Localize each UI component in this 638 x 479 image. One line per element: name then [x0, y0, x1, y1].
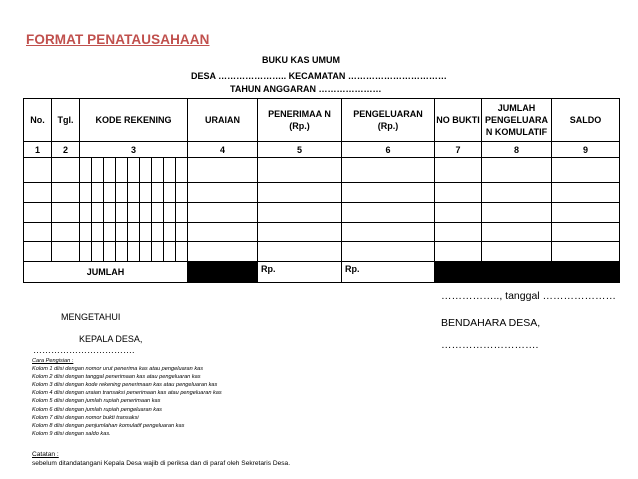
- table-cell: [481, 182, 552, 203]
- table-cell: [481, 241, 552, 262]
- page-title: FORMAT PENATAUSAHAAN: [26, 32, 210, 47]
- table-cell: [51, 182, 80, 203]
- col-number-jumlah-pengeluaran-komulatif: 8: [481, 141, 552, 158]
- col-header-kode-rekening: KODE REKENING: [79, 98, 188, 142]
- table-cell: [434, 182, 482, 203]
- table-cell: [187, 202, 258, 223]
- table-cell: [257, 241, 342, 262]
- col-header-no: No.: [23, 98, 52, 142]
- table-cell: [551, 222, 620, 242]
- cash-book-table: [23, 98, 619, 282]
- book-title: BUKU KAS UMUM: [262, 55, 340, 65]
- table-cell: [23, 157, 52, 183]
- total-blocked-cell: [187, 261, 258, 283]
- table-cell: [257, 157, 342, 183]
- instruction-item: Kolom 8 diisi dengan penjumlahan komulatif pengeluaran kas: [32, 422, 185, 429]
- table-cell: [434, 241, 482, 262]
- table-cell: [341, 202, 435, 223]
- instruction-item: Kolom 3 diisi dengan kode rekening penerimaan kas atau pengeluaran kas: [32, 382, 218, 389]
- col-number-penerimaan: 5: [257, 141, 342, 158]
- table-cell: [23, 202, 52, 223]
- table-cell: [551, 182, 620, 203]
- table-cell: [551, 157, 620, 183]
- bendahara-label: BENDAHARA DESA,: [441, 317, 541, 329]
- table-cell: [257, 222, 342, 242]
- instruction-item: Kolom 7 diisi dengan nomor bukti transaksi: [32, 414, 139, 421]
- instructions-title: Cara Pengisian :: [32, 358, 74, 364]
- col-number-no: 1: [23, 141, 52, 158]
- col-number-saldo: 9: [551, 141, 620, 158]
- table-cell: [341, 241, 435, 262]
- table-cell: [257, 182, 342, 203]
- instruction-item: Kolom 9 diisi dengan saldo kas.: [32, 430, 111, 437]
- instruction-item: Kolom 5 diisi dengan jumlah rupiah penerimaan kas: [32, 398, 161, 405]
- kepala-desa-label: KEPALA DESA,: [79, 334, 143, 344]
- col-number-no-bukti: 7: [434, 141, 482, 158]
- total-blocked-cell: [434, 261, 482, 283]
- catatan-text: sebelum ditandatangani Kepala Desa wajib di periksa dan di paraf oleh Sekretaris Desa.: [32, 460, 291, 467]
- table-cell: [51, 222, 80, 242]
- instruction-item: Kolom 6 diisi dengan jumlah rupiah pengeluaran kas: [32, 406, 162, 413]
- instruction-item: Kolom 4 diisi dengan uraian transaksi penerimaan kas atau pengeluaran kas: [32, 390, 222, 397]
- table-cell: [187, 182, 258, 203]
- table-cell: [51, 157, 80, 183]
- total-penerimaan: Rp.: [257, 261, 342, 283]
- place-date-line: …………….., tanggal …………………: [441, 290, 617, 302]
- col-header-uraian: URAIAN: [187, 98, 258, 142]
- table-cell: [481, 222, 552, 242]
- table-cell: [23, 241, 52, 262]
- table-cell: [434, 222, 482, 242]
- table-cell: [481, 202, 552, 223]
- table-cell: [23, 182, 52, 203]
- col-number-pengeluaran: 6: [341, 141, 435, 158]
- table-cell: [341, 222, 435, 242]
- mengetahui-label: MENGETAHUI: [61, 312, 121, 322]
- col-header-penerimaan: PENERIMAA N (Rp.): [257, 98, 342, 142]
- table-cell: [551, 241, 620, 262]
- table-cell: [257, 202, 342, 223]
- filling-instructions: [32, 357, 222, 438]
- table-cell: [23, 222, 52, 242]
- total-blocked-cell: [481, 261, 552, 283]
- instruction-item: Kolom 1 diisi dengan nomor urut penerima kas atau pengeluaran kas: [32, 366, 204, 373]
- total-label: JUMLAH: [23, 261, 188, 283]
- col-header-pengeluaran: PENGELUARAN (Rp.): [341, 98, 435, 142]
- instruction-item: Kolom 2 diisi dengan tanggal penerimaan kas atau pengeluaran kas: [32, 374, 201, 381]
- col-header-jumlah-pengeluaran-komulatif: JUMLAH PENGELUARA N KOMULATIF: [481, 98, 552, 142]
- table-cell: [341, 157, 435, 183]
- tahun-anggaran-line: TAHUN ANGGARAN …………………: [230, 84, 382, 94]
- table-cell: [187, 241, 258, 262]
- table-cell: [341, 182, 435, 203]
- table-cell: [551, 202, 620, 223]
- total-blocked-cell: [551, 261, 620, 283]
- catatan-title: Catatan :: [32, 451, 59, 458]
- table-cell: [434, 157, 482, 183]
- kepala-desa-signature-line: …………………………….: [33, 345, 135, 355]
- table-cell: [51, 202, 80, 223]
- total-pengeluaran: Rp.: [341, 261, 435, 283]
- table-cell: [434, 202, 482, 223]
- col-number-uraian: 4: [187, 141, 258, 158]
- table-cell: [481, 157, 552, 183]
- bendahara-signature-line: ……………………….: [441, 339, 539, 351]
- col-header-no-bukti: NO BUKTI: [434, 98, 482, 142]
- desa-kecamatan-line: DESA ………………….. KECAMATAN ……………………………: [191, 71, 447, 81]
- col-header-saldo: SALDO: [551, 98, 620, 142]
- table-cell: [187, 222, 258, 242]
- table-cell: [187, 157, 258, 183]
- table-cell: [51, 241, 80, 262]
- col-header-tgl: Tgl.: [51, 98, 80, 142]
- col-number-kode-rekening: 3: [79, 141, 188, 158]
- col-number-tgl: 2: [51, 141, 80, 158]
